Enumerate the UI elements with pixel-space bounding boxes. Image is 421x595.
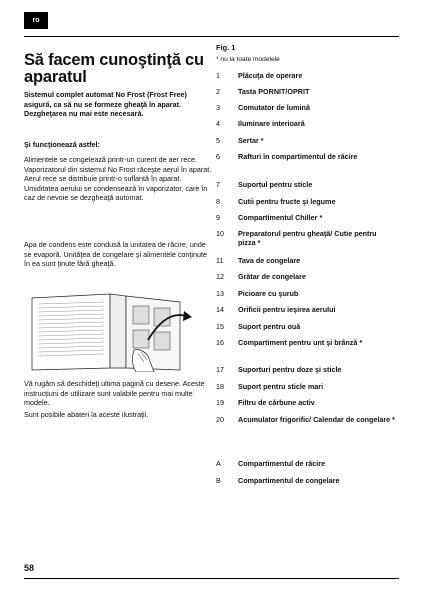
subheading: Şi funcţionează astfel: <box>24 140 100 149</box>
paragraph-last-page: Vă rugăm să deschideţi ultima pagină cu desene. Aceste instrucţiuni de utilizare sunt valabile pentru mai multe modele. <box>24 379 205 408</box>
top-rule <box>24 36 399 37</box>
figure-label: Fig. 1 <box>216 43 236 52</box>
page-title: Să facem cunoştinţă cu aparatul <box>24 51 204 86</box>
paragraph-condensation: Apa de condens este condusă la unitatea de răcire, unde se evaporă. Unităţea de congelare şi alimentele conţinute în ea sunt ţinute fără gheaţă. <box>24 240 207 269</box>
paragraph-deviations: Sunt posibile abateri la aceste ilustraţii. <box>24 410 149 419</box>
booklet-illustration <box>30 290 210 372</box>
paragraph-function: Alimentele se congelează printr-un curent de aer rece. Vaporizatorul din sistemul No Frost răceşte aerul în aparat. Aerul rece se distribuie printr-o suflantă în aparat. Umiditatea aerului se condensează în vaporizator, care în caz de nevoie se dezgheaţă automat. <box>24 155 212 203</box>
page-number: 58 <box>24 563 35 573</box>
intro-text: Sistemul complet automat No Frost (Frost Free) asigură, ca să nu se formeze gheaţă în aparat. Dezgheţarea nu mai este necesară. <box>24 90 187 119</box>
language-tab: ro <box>24 12 48 29</box>
figure-note: * nu la toate modelele <box>216 56 280 63</box>
bottom-rule <box>24 578 399 579</box>
